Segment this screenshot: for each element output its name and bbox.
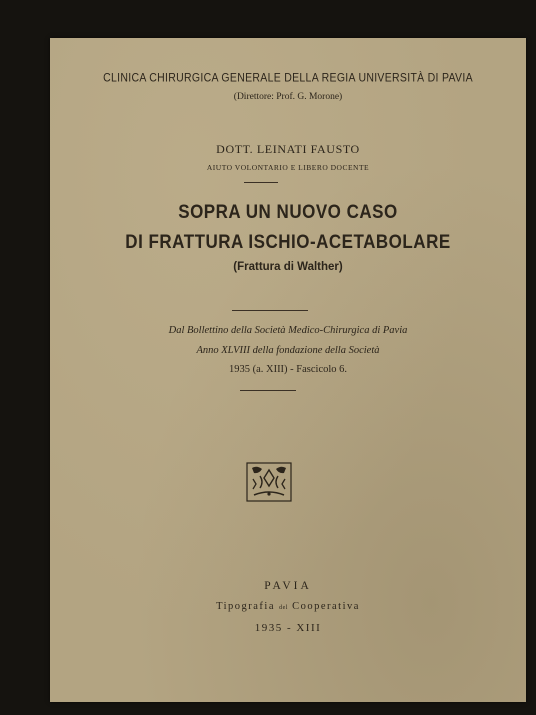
source-rule-top [232, 310, 308, 311]
institution-header: CLINICA CHIRURGICA GENERALE DELLA REGIA UNIVERSITÀ DI PAVIA [103, 71, 473, 85]
imprint-printer-a: Tipografia [216, 601, 276, 612]
source-line-1: Dal Bollettino della Società Medico-Chirurgica di Pavia [168, 325, 408, 336]
director-line: (Direttore: Prof. G. Morone) [233, 92, 343, 102]
author-role: AIUTO VOLONTARIO E LIBERO DOCENTE [206, 163, 370, 172]
imprint-year: 1935 - XIII [254, 622, 322, 634]
author-name: DOTT. LEINATI FAUSTO [216, 142, 360, 156]
imprint-printer-conj: del [279, 605, 288, 611]
imprint-printer [50, 601, 526, 612]
subtitle: (Frattura di Walther) [233, 261, 343, 273]
printer-ornament-icon [246, 462, 292, 502]
imprint-city: PAVIA [264, 580, 312, 592]
document-page [50, 38, 526, 702]
imprint-printer-b: Cooperativa [292, 601, 360, 612]
title-line-1: SOPRA UN NUOVO CASO [178, 200, 398, 223]
source-rule-bottom [240, 390, 296, 391]
source-line-2: Anno XLVIII della fondazione della Società [196, 345, 380, 356]
title-line-2: DI FRATTURA ISCHIO-ACETABOLARE [125, 230, 451, 253]
source-line-3: 1935 (a. XIII) - Fascicolo 6. [228, 364, 348, 375]
author-rule [244, 182, 278, 183]
